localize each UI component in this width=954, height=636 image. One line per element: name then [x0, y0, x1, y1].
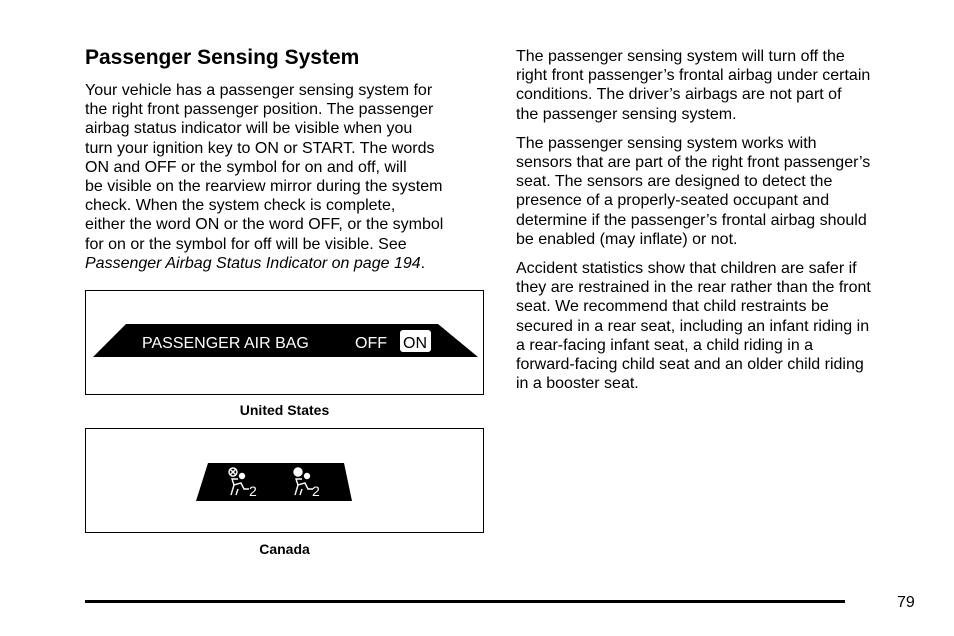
text-line: airbag status indicator will be visible when you: [85, 120, 413, 138]
canada-indicator-illustration: [86, 429, 482, 531]
passenger-air-bag-label: PASSENGER AIR BAG: [142, 335, 309, 352]
section-heading: Passenger Sensing System: [85, 46, 360, 69]
cross-reference-link[interactable]: Passenger Airbag Status Indicator on page 194: [85, 254, 421, 272]
us-indicator-figure: [85, 290, 484, 395]
seat-number-off: 2: [249, 483, 257, 499]
text-line: for on or the symbol for off will be visible. See: [85, 235, 407, 253]
text-line: they are restrained in the rear rather than the front: [516, 279, 871, 297]
canada-indicator-figure: [85, 428, 484, 533]
text-line: be visible on the rearview mirror during the system: [85, 178, 443, 196]
indicator-bar: [196, 463, 352, 501]
text-line: the passenger sensing system.: [516, 105, 737, 123]
text-line: sensors that are part of the right front passenger’s: [516, 154, 871, 172]
text-line: The passenger sensing system will turn off the: [516, 48, 845, 65]
paragraph: [516, 47, 920, 124]
text-line: the right front passenger position. The passenger: [85, 101, 434, 119]
off-label: OFF: [355, 335, 387, 352]
canada-caption: Canada: [259, 541, 310, 557]
text-line: presence of a properly-seated occupant and: [516, 192, 830, 210]
page-number: 79: [897, 594, 915, 611]
text-line: turn your ignition key to ON or START. The words: [85, 139, 435, 157]
text-line: right front passenger’s frontal airbag under certain: [516, 67, 871, 85]
link-suffix: .: [420, 254, 426, 272]
right-column: [516, 47, 920, 403]
left-paragraph: [85, 81, 489, 273]
text-line: The passenger sensing system works with: [516, 134, 817, 152]
text-line: either the word ON or the word OFF, or the symbol: [85, 216, 444, 234]
footer-rule: [85, 600, 845, 603]
text-line: Your vehicle has a passenger sensing system for: [85, 82, 433, 99]
text-line: ON and OFF or the symbol for on and off, will: [85, 158, 407, 176]
text-line: be enabled (may inflate) or not.: [516, 230, 738, 248]
text-line: Accident statistics show that children are safer if: [516, 260, 857, 278]
text-line: [85, 254, 489, 273]
text-line: forward-facing child seat and an older child riding: [516, 356, 864, 374]
us-caption: United States: [239, 402, 330, 418]
text-line: conditions. The driver’s airbags are not part of: [516, 86, 842, 104]
text-line: in a booster seat.: [516, 375, 639, 393]
text-line: determine if the passenger’s frontal airbag should: [516, 211, 867, 229]
on-label: ON: [403, 335, 427, 352]
text-line: check. When the system check is complete,: [85, 197, 396, 215]
text-line: a rear-facing infant seat, a child riding in a: [516, 336, 814, 354]
paragraph: [516, 259, 920, 393]
text-line: seat. We recommend that child restraints be: [516, 298, 829, 316]
seat-number-on: 2: [312, 483, 320, 499]
us-indicator-illustration: [86, 291, 482, 393]
text-line: secured in a rear seat, including an infant riding in: [516, 317, 870, 335]
text-line: seat. The sensors are designed to detect the: [516, 173, 833, 191]
paragraph: [516, 134, 920, 249]
